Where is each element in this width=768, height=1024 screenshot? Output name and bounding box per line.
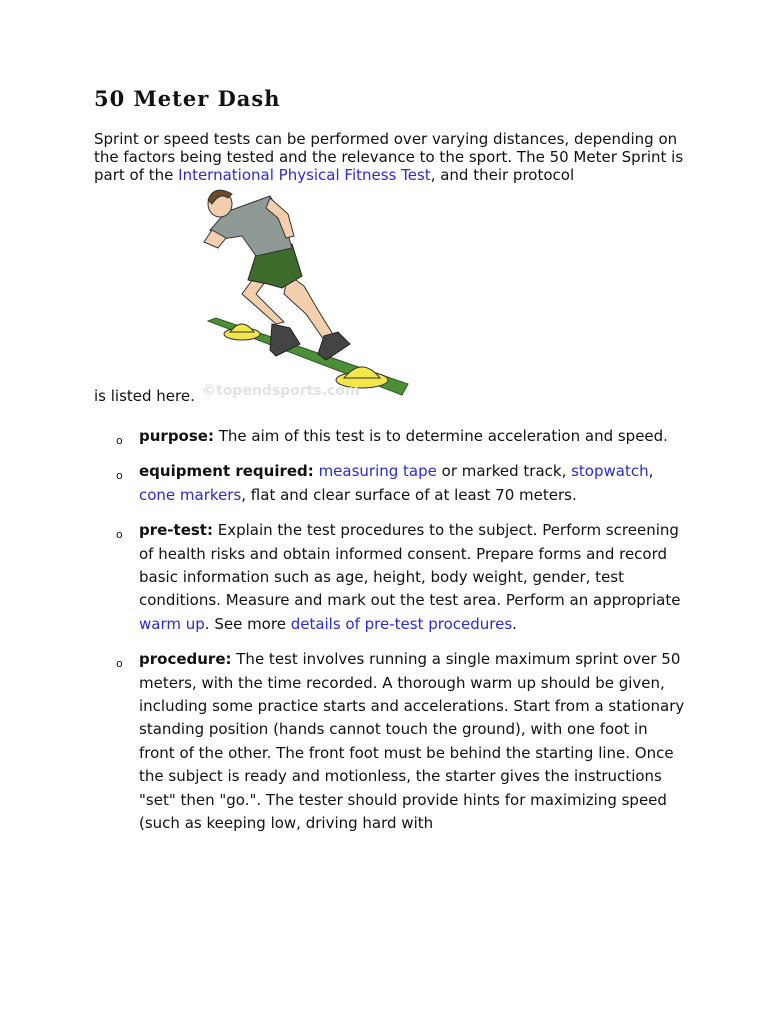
list-item-pre-test — [108, 519, 688, 636]
warm-up-link[interactable]: warm up — [139, 614, 205, 633]
item-text: , flat and clear surface of at least 70 meters. — [241, 485, 577, 504]
item-text: , — [648, 462, 654, 481]
intro-text: Sprint or speed tests can be performed over varying distances, depending on the factors being tested and the relevance to the sport. The 50 Meter Sprint is part of the — [94, 130, 684, 184]
stopwatch-link[interactable]: stopwatch — [571, 462, 649, 481]
intro-paragraph — [94, 130, 694, 184]
page-title: 50 Meter Dash — [94, 86, 281, 111]
item-text: Explain the test procedures to the subject. Perform screening of health risks and obtain informed consent. Prepare forms and record basic information such as age, height, body weight, gender, test conditions. Measure and mark out the test area. Perform an appropriate — [139, 521, 681, 610]
list-item-equipment — [108, 460, 688, 507]
item-text: or marked track, — [436, 462, 572, 481]
ipft-link[interactable]: International Physical Fitness Test — [178, 166, 431, 184]
bullet-marker: o — [116, 434, 123, 447]
item-label: equipment required: — [139, 462, 314, 481]
item-text: . See more — [204, 614, 291, 633]
protocol-list — [108, 425, 688, 848]
item-label: procedure: — [139, 650, 232, 669]
pre-test-details-link[interactable]: details of pre-test procedures — [290, 614, 513, 633]
listed-here-text: is listed here. — [94, 387, 195, 405]
cone-markers-link[interactable]: cone markers — [139, 485, 242, 504]
item-label: pre-test: — [139, 521, 213, 540]
intro-text-end: , and their protocol — [430, 166, 575, 184]
item-text: The aim of this test is to determine acceleration and speed. — [213, 427, 668, 445]
sprinter-illustration — [196, 184, 416, 400]
list-item-procedure — [108, 648, 688, 835]
bullet-marker: o — [116, 657, 123, 671]
item-label: purpose: — [139, 427, 214, 445]
item-text: . — [512, 614, 517, 633]
bullet-marker: o — [116, 469, 123, 483]
item-text: The test involves running a single maximum sprint over 50 meters, with the time recorded. A thorough warm up should be given, including some practice starts and accelerations. Start from a stationary standing position (hands cannot touch the ground), with one foot in front of the other. The front foot must be behind the starting line. Once the subject is ready and motionless, the starter gives the instructions "set" then "go.". The tester should provide hints for maximizing speed (such as keeping low, driving hard with — [139, 650, 685, 833]
measuring-tape-link[interactable]: measuring tape — [318, 462, 437, 481]
watermark-text: ©topendsports.com — [202, 383, 360, 399]
bullet-marker: o — [116, 528, 123, 542]
list-item-purpose — [108, 425, 688, 448]
